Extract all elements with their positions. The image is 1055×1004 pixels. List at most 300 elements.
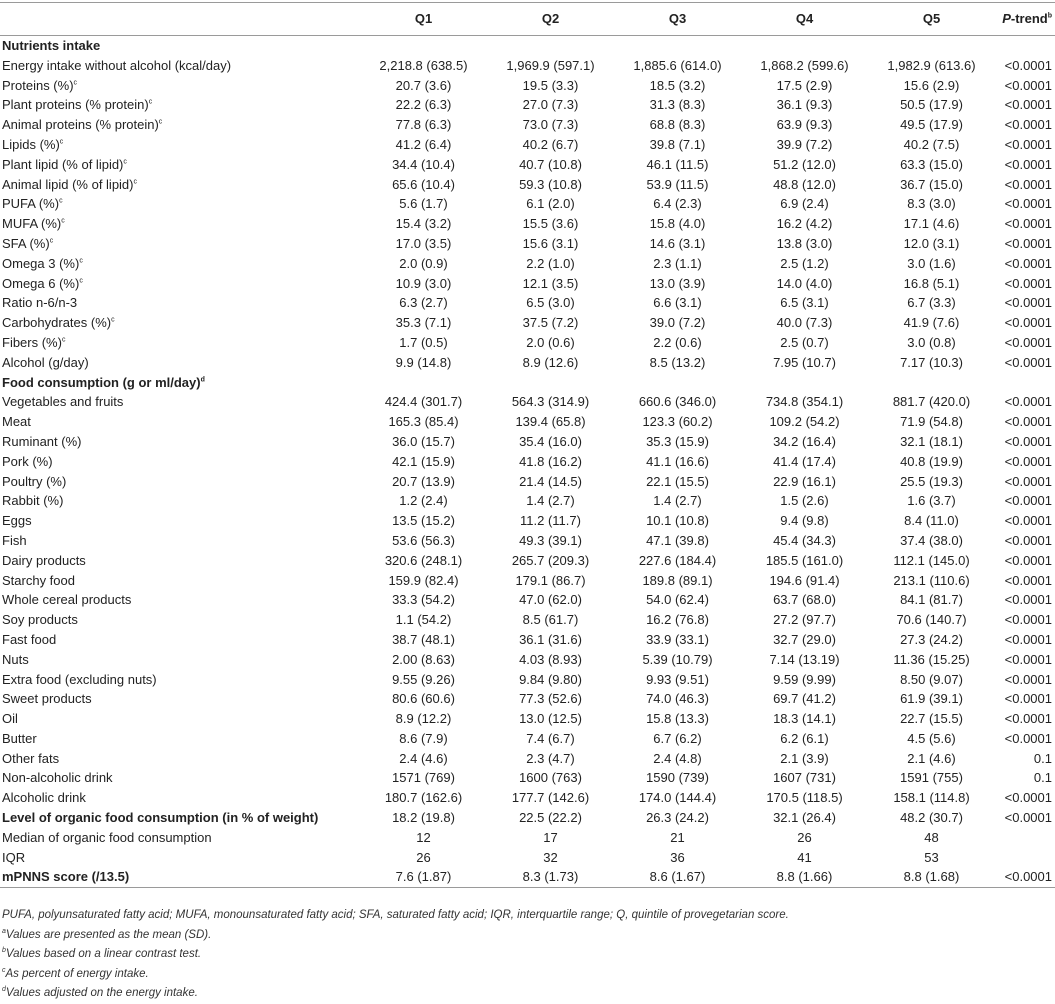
table-row (0, 214, 1055, 234)
table-row (0, 531, 1055, 551)
cell-p-trend: <0.0001 (1004, 57, 1052, 73)
row-label: MUFA (%)$^c$ (2, 216, 65, 232)
row-label: Animal lipid (% of lipid)$^c$ (2, 176, 137, 192)
cell-q4: 48.8 (12.0) (773, 176, 836, 192)
cell-q2: 6.5 (3.0) (526, 295, 575, 311)
cell-q2: 15.6 (3.1) (522, 235, 579, 251)
cell-q3: 13.0 (3.9) (649, 275, 706, 291)
cell-p-trend: <0.0001 (1004, 354, 1052, 370)
cell-p-trend: <0.0001 (1004, 156, 1052, 172)
cell-q2: 139.4 (65.8) (515, 414, 586, 430)
table-row (0, 76, 1055, 96)
table-row (0, 828, 1055, 848)
header-q4: Q4 (741, 3, 868, 36)
cell-q5: 3.0 (1.6) (907, 255, 956, 271)
cell-q5: 84.1 (81.7) (900, 592, 963, 608)
cell-q5: 40.8 (19.9) (900, 453, 963, 469)
cell-q5: 25.5 (19.3) (900, 473, 963, 489)
row-label: Soy products (2, 612, 78, 628)
cell-q3: 189.8 (89.1) (642, 572, 713, 588)
cell-q4: 45.4 (34.3) (773, 532, 836, 548)
cell-p-trend: <0.0001 (1004, 136, 1052, 152)
table-row (0, 293, 1055, 313)
cell-q5: 3.0 (0.8) (907, 334, 956, 350)
row-label: IQR (2, 849, 26, 865)
cell-q4: 41 (797, 849, 812, 865)
cell-p-trend: <0.0001 (1004, 414, 1052, 430)
cell-q3: 174.0 (144.4) (638, 790, 717, 806)
cell-q2: 37.5 (7.2) (522, 315, 579, 331)
cell-q3: 31.3 (8.3) (649, 97, 706, 113)
row-label: Plant lipid (% of lipid)$^c$ (2, 156, 127, 172)
cell-q1: 36.0 (15.7) (392, 433, 455, 449)
row-label: Omega 3 (%)$^c$ (2, 255, 83, 271)
footnote-c: $^c$As percent of energy intake. (2, 966, 149, 980)
cell-q4: 1607 (731) (773, 770, 836, 786)
cell-q5: 70.6 (140.7) (896, 612, 967, 628)
cell-q5: 1591 (755) (900, 770, 963, 786)
cell-q5: 53 (924, 849, 939, 865)
cell-q5: 8.3 (3.0) (907, 196, 956, 212)
table-row (0, 491, 1055, 511)
cell-p-trend (995, 848, 1055, 868)
cell-q1: 8.6 (7.9) (399, 730, 448, 746)
cell-q4: 18.3 (14.1) (773, 711, 836, 727)
table-row (0, 115, 1055, 135)
cell-q4: 2.1 (3.9) (780, 750, 829, 766)
row-label: Fast food (2, 631, 57, 647)
cell-q5: 32.1 (18.1) (900, 433, 963, 449)
table-row (0, 155, 1055, 175)
cell-q4: 17.5 (2.9) (776, 77, 833, 93)
cell-q4: 7.95 (10.7) (773, 354, 836, 370)
cell-q4: 32.7 (29.0) (773, 631, 836, 647)
cell-p-trend: <0.0001 (1004, 97, 1052, 113)
cell-q4: 6.9 (2.4) (780, 196, 829, 212)
cell-p-trend: <0.0001 (1004, 235, 1052, 251)
row-label: Alcohol (g/day) (2, 354, 89, 370)
cell-q5: 15.6 (2.9) (903, 77, 960, 93)
cell-q5: 48.2 (30.7) (900, 810, 963, 826)
cell-q1: 80.6 (60.6) (392, 691, 455, 707)
header-row (0, 3, 1055, 36)
cell-q1: 13.5 (15.2) (392, 513, 455, 529)
cell-p-trend: <0.0001 (1004, 176, 1052, 192)
cell-q3: 8.6 (1.67) (614, 867, 741, 887)
cell-p-trend: <0.0001 (1004, 453, 1052, 469)
row-label: Poultry (%) (2, 473, 67, 489)
cell-q5: 881.7 (420.0) (892, 394, 971, 410)
cell-q5: 112.1 (145.0) (893, 552, 970, 568)
cell-p-trend: <0.0001 (1004, 513, 1052, 529)
cell-q3: 1.4 (2.7) (653, 493, 702, 509)
table-row (0, 808, 1055, 828)
cell-q2: 40.7 (10.8) (519, 156, 582, 172)
cell-q4 (741, 373, 868, 393)
cell-q3: 660.6 (346.0) (638, 394, 717, 410)
cell-q1: 41.2 (6.4) (395, 136, 452, 152)
cell-q3: 10.1 (10.8) (646, 513, 709, 529)
table-row (0, 432, 1055, 452)
cell-q1: 424.4 (301.7) (384, 394, 463, 410)
footnote-d: $^d$Values adjusted on the energy intake. (2, 986, 198, 999)
cell-q3: 26.3 (24.2) (646, 810, 709, 826)
row-label: Eggs (2, 513, 32, 529)
table-row (0, 551, 1055, 571)
cell-q2: 73.0 (7.3) (522, 117, 579, 133)
cell-q3: 6.6 (3.1) (653, 295, 702, 311)
row-label: Plant proteins (% protein)$^c$ (2, 97, 153, 113)
row-label: Oil (2, 711, 18, 727)
cell-q4: 39.9 (7.2) (776, 136, 833, 152)
cell-q4: 170.5 (118.5) (766, 790, 843, 806)
cell-q5: 8.50 (9.07) (900, 671, 963, 687)
table-row (0, 610, 1055, 630)
cell-q1: 53.6 (56.3) (392, 532, 455, 548)
cell-q1: 159.9 (82.4) (388, 572, 459, 588)
section-row (0, 36, 1055, 56)
table-row (0, 571, 1055, 591)
cell-q3 (614, 373, 741, 393)
cell-q1: 18.2 (19.8) (392, 810, 455, 826)
cell-q3: 14.6 (3.1) (649, 235, 706, 251)
cell-q4: 1.5 (2.6) (780, 493, 829, 509)
cell-p-trend (995, 828, 1055, 848)
row-label: Ratio n-6/n-3 (2, 295, 78, 311)
cell-q3: 8.5 (13.2) (649, 354, 706, 370)
table-row (0, 768, 1055, 788)
cell-p-trend: <0.0001 (1004, 394, 1052, 410)
header-q1: Q1 (360, 3, 487, 36)
cell-q3: 53.9 (11.5) (646, 176, 709, 192)
cell-q4: 2.5 (0.7) (780, 334, 829, 350)
cell-q2: 35.4 (16.0) (519, 433, 582, 449)
cell-q2: 177.7 (142.6) (511, 790, 590, 806)
table-row (0, 650, 1055, 670)
cell-p-trend: <0.0001 (1004, 711, 1052, 727)
cell-p-trend: <0.0001 (1004, 255, 1052, 271)
cell-q3: 15.8 (4.0) (649, 216, 706, 232)
cell-q2 (487, 373, 614, 393)
row-label: Rabbit (%) (2, 493, 64, 509)
cell-q5: 8.8 (1.68) (868, 867, 995, 887)
cell-q4: 8.8 (1.66) (741, 867, 868, 887)
table-row (0, 234, 1055, 254)
table-row (0, 194, 1055, 214)
footnote-b: $^b$Values based on a linear contrast test. (2, 947, 202, 960)
cell-q3: 33.9 (33.1) (646, 631, 709, 647)
cell-q1: 17.0 (3.5) (395, 235, 452, 251)
table-row (0, 709, 1055, 729)
cell-q4: 51.2 (12.0) (773, 156, 836, 172)
cell-q1: 2.4 (4.6) (399, 750, 448, 766)
cell-q4: 9.4 (9.8) (780, 513, 829, 529)
cell-q2: 8.3 (1.73) (487, 867, 614, 887)
cell-q4: 40.0 (7.3) (776, 315, 833, 331)
row-label: Non-alcoholic drink (2, 770, 113, 786)
cell-q2: 15.5 (3.6) (522, 216, 579, 232)
table-row (0, 412, 1055, 432)
cell-q2: 2.2 (1.0) (526, 255, 575, 271)
cell-q5: 63.3 (15.0) (900, 156, 963, 172)
cell-q1: 33.3 (54.2) (392, 592, 455, 608)
cell-q2: 9.84 (9.80) (519, 671, 582, 687)
cell-q1: 15.4 (3.2) (395, 216, 452, 232)
table-row (0, 788, 1055, 808)
row-label: Meat (2, 414, 31, 430)
cell-q4: 2.5 (1.2) (780, 255, 829, 271)
row-label: Energy intake without alcohol (kcal/day) (2, 57, 232, 73)
cell-q5: 12.0 (3.1) (903, 235, 960, 251)
cell-q2: 8.9 (12.6) (522, 354, 579, 370)
cell-q1 (360, 36, 487, 56)
cell-q1: 1.7 (0.5) (399, 334, 448, 350)
cell-q2: 1.4 (2.7) (526, 493, 575, 509)
cell-p-trend: 0.1 (1033, 770, 1052, 786)
row-label: mPNNS score (/13.5) (0, 867, 360, 887)
cell-p-trend (995, 373, 1055, 393)
table-row (0, 590, 1055, 610)
cell-q5: 49.5 (17.9) (900, 117, 963, 133)
cell-q5: 22.7 (15.5) (900, 711, 963, 727)
table-row (0, 56, 1055, 76)
cell-q5: 50.5 (17.9) (900, 97, 963, 113)
cell-q5: 4.5 (5.6) (907, 730, 956, 746)
cell-q2 (487, 36, 614, 56)
cell-q5 (868, 373, 995, 393)
cell-q3: 18.5 (3.2) (649, 77, 706, 93)
row-label: Pork (%) (2, 453, 53, 469)
cell-q1: 34.4 (10.4) (392, 156, 455, 172)
cell-p-trend: <0.0001 (1004, 671, 1052, 687)
table-row (0, 95, 1055, 115)
cell-q3: 39.8 (7.1) (649, 136, 706, 152)
cell-q5: 37.4 (38.0) (900, 532, 963, 548)
row-label: Dairy products (2, 552, 86, 568)
cell-q3: 46.1 (11.5) (646, 156, 709, 172)
cell-q1: 35.3 (7.1) (395, 315, 452, 331)
cell-q2: 21.4 (14.5) (519, 473, 582, 489)
cell-q4: 34.2 (16.4) (773, 433, 836, 449)
cell-q4: 6.2 (6.1) (780, 730, 829, 746)
cell-q1: 165.3 (85.4) (388, 414, 459, 430)
cell-q4: 41.4 (17.4) (773, 453, 836, 469)
cell-q3: 5.39 (10.79) (642, 651, 713, 667)
row-label: Sweet products (2, 691, 92, 707)
table-row (0, 135, 1055, 155)
cell-q3: 16.2 (76.8) (646, 612, 709, 628)
cell-q3: 1,885.6 (614.0) (633, 57, 722, 73)
cell-q2: 2.0 (0.6) (526, 334, 575, 350)
cell-q3: 2.4 (4.8) (653, 750, 702, 766)
cell-p-trend: <0.0001 (1004, 810, 1052, 826)
cell-q1: 9.9 (14.8) (395, 354, 452, 370)
table-footnotes (2, 906, 1052, 1004)
header-q5: Q5 (868, 3, 995, 36)
cell-q3: 41.1 (16.6) (646, 453, 709, 469)
cell-p-trend: <0.0001 (1004, 473, 1052, 489)
cell-q4: 9.59 (9.99) (773, 671, 836, 687)
cell-q2: 47.0 (62.0) (519, 592, 582, 608)
row-label: SFA (%)$^c$ (2, 235, 54, 251)
cell-q2: 49.3 (39.1) (519, 532, 582, 548)
cell-q5: 2.1 (4.6) (907, 750, 956, 766)
cell-q1: 9.55 (9.26) (392, 671, 455, 687)
cell-q3 (614, 36, 741, 56)
cell-q4: 13.8 (3.0) (776, 235, 833, 251)
cell-q4: 63.9 (9.3) (776, 117, 833, 133)
table-row (0, 274, 1055, 294)
table-body (0, 36, 1055, 888)
table-row (0, 848, 1055, 868)
cell-q2: 19.5 (3.3) (522, 77, 579, 93)
header-q2: Q2 (487, 3, 614, 36)
table-row (0, 630, 1055, 650)
cell-q2: 2.3 (4.7) (526, 750, 575, 766)
row-label: Ruminant (%) (2, 433, 82, 449)
table-row (0, 670, 1055, 690)
cell-q1: 180.7 (162.6) (384, 790, 463, 806)
row-label: PUFA (%)$^c$ (2, 196, 63, 212)
row-label: Omega 6 (%)$^c$ (2, 275, 83, 291)
cell-q3: 9.93 (9.51) (646, 671, 709, 687)
cell-q5: 36.7 (15.0) (900, 176, 963, 192)
row-label: Proteins (%)$^c$ (2, 77, 78, 93)
table-row (0, 254, 1055, 274)
cell-q1: 20.7 (13.9) (392, 473, 455, 489)
row-label: Level of organic food consumption (in % of weight) (2, 810, 319, 826)
cell-q5: 17.1 (4.6) (903, 216, 960, 232)
cell-p-trend: <0.0001 (1004, 216, 1052, 232)
cell-q5: 48 (924, 829, 939, 845)
row-label: Carbohydrates (%)$^c$ (2, 315, 115, 331)
row-label: Nutrients intake (2, 38, 101, 53)
cell-p-trend: <0.0001 (1004, 730, 1052, 746)
cell-p-trend: <0.0001 (1004, 691, 1052, 707)
cell-q3: 39.0 (7.2) (649, 315, 706, 331)
cell-q2: 17 (543, 829, 558, 845)
cell-q2: 40.2 (6.7) (522, 136, 579, 152)
cell-q5: 40.2 (7.5) (903, 136, 960, 152)
cell-q2: 179.1 (86.7) (515, 572, 586, 588)
cell-p-trend: <0.0001 (1004, 572, 1052, 588)
row-label: Butter (2, 730, 37, 746)
cell-q5: 1.6 (3.7) (907, 493, 956, 509)
cell-p-trend: <0.0001 (1004, 790, 1052, 806)
cell-q2: 27.0 (7.3) (522, 97, 579, 113)
section-row (0, 373, 1055, 393)
cell-q4: 194.6 (91.4) (769, 572, 840, 588)
row-label: Animal proteins (% protein)$^c$ (2, 117, 163, 133)
cell-q2: 4.03 (8.93) (519, 651, 582, 667)
cell-p-trend: <0.0001 (1004, 334, 1052, 350)
cell-q4: 63.7 (68.0) (773, 592, 836, 608)
cell-p-trend: <0.0001 (1004, 315, 1052, 331)
row-label: Alcoholic drink (2, 790, 86, 806)
cell-q5: 213.1 (110.6) (893, 572, 970, 588)
table-row (0, 392, 1055, 412)
cell-q2: 11.2 (11.7) (520, 513, 581, 529)
cell-q3: 74.0 (46.3) (646, 691, 709, 707)
cell-q3: 36 (670, 849, 685, 865)
cell-p-trend: <0.0001 (1004, 552, 1052, 568)
cell-q1: 26 (416, 849, 431, 865)
cell-q3: 227.6 (184.4) (638, 552, 717, 568)
cell-q1: 1.1 (54.2) (395, 612, 452, 628)
row-label: Whole cereal products (2, 592, 132, 608)
cell-q4: 69.7 (41.2) (773, 691, 836, 707)
header-blank (0, 3, 360, 36)
table-row (0, 689, 1055, 709)
cell-q2: 265.7 (209.3) (511, 552, 590, 568)
cell-q4: 32.1 (26.4) (773, 810, 836, 826)
cell-q2: 32 (543, 849, 558, 865)
cell-q4: 7.14 (13.19) (769, 651, 840, 667)
cell-q3: 6.4 (2.3) (653, 196, 702, 212)
cell-q3: 1590 (739) (646, 770, 709, 786)
table-row (0, 175, 1055, 195)
row-label: Starchy food (2, 572, 75, 588)
table-row (0, 729, 1055, 749)
cell-q2: 77.3 (52.6) (519, 691, 582, 707)
cell-q4: 27.2 (97.7) (773, 612, 836, 628)
cell-q2: 1600 (763) (519, 770, 582, 786)
footnote-a: $^a$Values are presented as the mean (SD). (2, 927, 212, 941)
cell-p-trend: <0.0001 (1004, 117, 1052, 133)
cell-q2: 12.1 (3.5) (522, 275, 579, 291)
cell-q1: 10.9 (3.0) (395, 275, 452, 291)
table-row (0, 333, 1055, 353)
cell-q5 (868, 36, 995, 56)
cell-q3: 15.8 (13.3) (646, 711, 709, 727)
cell-p-trend (995, 36, 1055, 56)
cell-q1: 65.6 (10.4) (392, 176, 455, 192)
cell-q1: 5.6 (1.7) (399, 196, 448, 212)
cell-q3: 47.1 (39.8) (646, 532, 709, 548)
cell-q1: 6.3 (2.7) (399, 295, 448, 311)
cell-q1: 320.6 (248.1) (384, 552, 463, 568)
cell-q2: 6.1 (2.0) (526, 196, 575, 212)
cell-q1: 2.0 (0.9) (399, 255, 448, 271)
cell-q5: 27.3 (24.2) (900, 631, 963, 647)
cell-p-trend: <0.0001 (1004, 631, 1052, 647)
cell-q5: 7.17 (10.3) (900, 354, 963, 370)
cell-q2: 564.3 (314.9) (511, 394, 590, 410)
table-row (0, 472, 1055, 492)
cell-q1: 8.9 (12.2) (395, 711, 452, 727)
cell-p-trend: <0.0001 (995, 867, 1055, 887)
cell-q1: 22.2 (6.3) (395, 97, 452, 113)
row-label: Food consumption (g or ml/day)$^d$ (2, 374, 205, 390)
cell-p-trend: <0.0001 (1004, 592, 1052, 608)
cell-q1: 2,218.8 (638.5) (379, 57, 468, 73)
table-row (0, 452, 1055, 472)
row-label: Fish (2, 532, 27, 548)
cell-q5: 8.4 (11.0) (904, 513, 959, 529)
cell-q3: 21 (670, 829, 685, 845)
cell-p-trend: 0.1 (1033, 750, 1052, 766)
cell-q3: 68.8 (8.3) (649, 117, 706, 133)
cell-q3: 123.3 (60.2) (642, 414, 713, 430)
cell-q1: 42.1 (15.9) (392, 453, 455, 469)
cell-p-trend: <0.0001 (1004, 196, 1052, 212)
cell-q1 (360, 373, 487, 393)
cell-q3: 2.2 (0.6) (653, 334, 702, 350)
cell-q5: 71.9 (54.8) (900, 414, 963, 430)
table-row (0, 867, 1055, 887)
cell-q1: 7.6 (1.87) (360, 867, 487, 887)
cell-q5: 16.8 (5.1) (903, 275, 960, 291)
